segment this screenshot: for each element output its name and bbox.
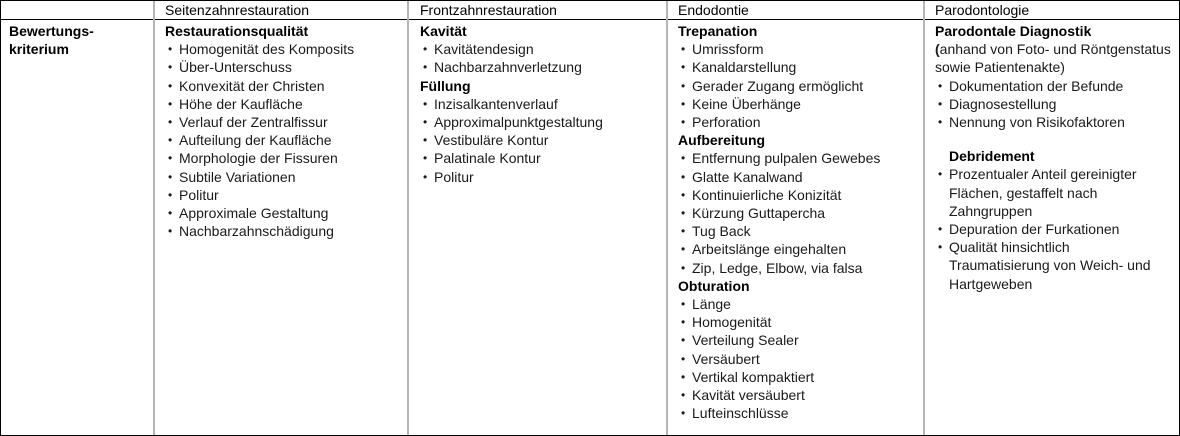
list-item: • Versäubert	[678, 350, 880, 368]
section-title: Kavität	[420, 23, 467, 39]
list-item: • Keine Überhänge	[678, 95, 880, 113]
criteria-list	[678, 295, 880, 422]
column-divider	[153, 1, 155, 435]
list-item: • Gerader Zugang ermöglicht	[678, 77, 880, 95]
section-note	[935, 40, 1171, 76]
list-item: • Verteilung Sealer	[678, 331, 880, 349]
list-item: • Subtile Variationen	[165, 168, 354, 186]
criteria-list	[420, 40, 603, 76]
criteria-list	[165, 40, 354, 240]
list-item: • Inzisalkantenverlauf	[420, 95, 603, 113]
row-label-line: kriterium	[9, 41, 69, 58]
criteria-list	[420, 95, 603, 186]
list-item: • Über-Unterschuss	[165, 58, 354, 76]
section-title: Restaurationsqualität	[165, 23, 309, 39]
table-header-row	[1, 1, 1179, 20]
section-title: Obturation	[678, 277, 750, 294]
row-label-cell	[9, 22, 94, 58]
list-item: • Palatinale Kontur	[420, 149, 603, 167]
list-item: • Kavität versäubert	[678, 386, 880, 404]
note-text: anhand von Foto- und Röntgenstatus sowie Patientenakte)	[935, 41, 1171, 76]
endodontie-cell	[678, 22, 880, 422]
list-item: • Nennung von Risikofaktoren	[935, 113, 1171, 131]
criteria-list	[935, 77, 1171, 132]
list-item: • Arbeitslänge eingehalten	[678, 240, 880, 258]
list-item: • Qualität hinsichtlich Traumatisierung von Weich- und Hartgeweben	[935, 238, 1171, 293]
list-item: • Vertikal kompaktiert	[678, 368, 880, 386]
list-item: • Morphologie der Fissuren	[165, 149, 354, 167]
list-item: • Politur	[420, 168, 603, 186]
column-divider	[407, 1, 409, 435]
list-item: • Depuration der Furkationen	[935, 220, 1171, 238]
list-item: • Kanaldarstellung	[678, 58, 880, 76]
list-item: • Perforation	[678, 113, 880, 131]
section-title: Debridement	[949, 148, 1035, 165]
list-item: • Kontinuierliche Konizität	[678, 186, 880, 204]
list-item: • Umrissform	[678, 40, 880, 58]
section-title: Trepanation	[678, 23, 758, 39]
column-divider	[923, 1, 925, 435]
list-item: • Kavitätendesign	[420, 40, 603, 58]
section-title: Aufbereitung	[678, 132, 766, 149]
list-item: • Prozentualer Anteil gereinigter Flächen, gestaffelt nach Zahngruppen	[935, 165, 1171, 220]
list-item: • Tug Back	[678, 222, 880, 240]
seitenzahn-cell	[165, 22, 354, 240]
list-item: • Dokumentation der Befunde	[935, 77, 1171, 95]
list-item: • Approximale Gestaltung	[165, 204, 354, 222]
list-item: • Approximalpunktgestaltung	[420, 113, 603, 131]
list-item: • Homogenität	[678, 313, 880, 331]
row-label-line: Bewertungs-	[9, 23, 94, 39]
header-seitenzahnrestauration: Seitenzahnrestauration	[165, 2, 309, 18]
list-item: • Homogenität des Komposits	[165, 40, 354, 58]
criteria-list	[678, 40, 880, 131]
parodontologie-cell	[935, 22, 1171, 293]
spacer	[935, 131, 1171, 147]
list-item: • Höhe der Kaufläche	[165, 95, 354, 113]
header-frontzahnrestauration: Frontzahnrestauration	[420, 2, 557, 18]
list-item: • Lufteinschlüsse	[678, 404, 880, 422]
list-item: • Vestibuläre Kontur	[420, 131, 603, 149]
list-item: • Entfernung pulpalen Gewebes	[678, 149, 880, 167]
section-title: Parodontale Diagnostik	[935, 23, 1092, 39]
criteria-list	[935, 165, 1171, 292]
criteria-list	[678, 149, 880, 276]
section-title: Füllung	[420, 77, 471, 94]
note-open-paren: (	[935, 41, 940, 58]
list-item: • Zip, Ledge, Elbow, via falsa	[678, 259, 880, 277]
list-item: • Kürzung Guttapercha	[678, 204, 880, 222]
list-item: • Nachbarzahnschädigung	[165, 222, 354, 240]
list-item: • Diagnosestellung	[935, 95, 1171, 113]
list-item: • Glatte Kanalwand	[678, 168, 880, 186]
list-item: • Verlauf der Zentralfissur	[165, 113, 354, 131]
column-divider	[666, 1, 668, 435]
list-item: • Konvexität der Christen	[165, 77, 354, 95]
list-item: • Politur	[165, 186, 354, 204]
header-endodontie: Endodontie	[678, 2, 749, 18]
list-item: • Länge	[678, 295, 880, 313]
frontzahn-cell	[420, 22, 603, 186]
header-parodontologie: Parodontologie	[935, 2, 1030, 18]
list-item: • Nachbarzahnverletzung	[420, 58, 603, 76]
list-item: • Aufteilung der Kaufläche	[165, 131, 354, 149]
